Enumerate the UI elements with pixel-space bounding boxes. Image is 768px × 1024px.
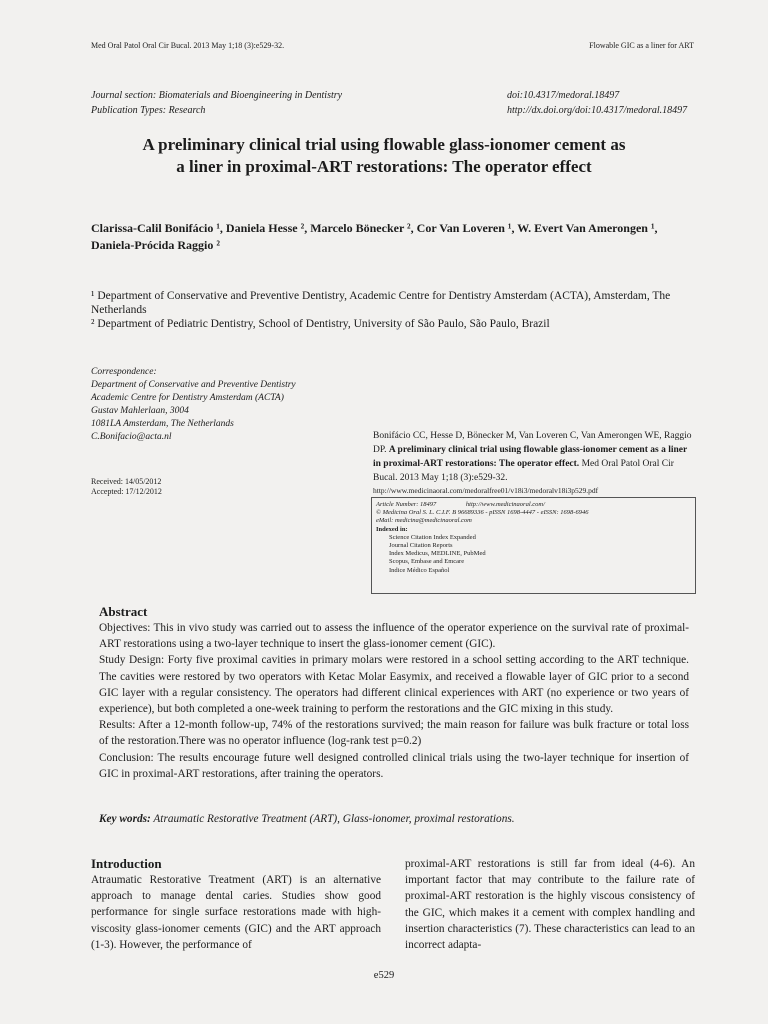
correspondence-line: Department of Conservative and Preventive Dentistry [91, 379, 296, 390]
citation-journal: Med Oral Patol Oral Cir Bucal. 2013 May 1;18 (3):e529-32. [373, 459, 674, 483]
title-line-1: A preliminary clinical trial using flowable glass-ionomer cement as [142, 135, 626, 154]
paper-title [60, 134, 708, 178]
affiliation-1: ¹ Department of Conservative and Preventive Dentistry, Academic Centre for Dentistry Amsterdam (ACTA), Amsterdam, The Netherlands [91, 290, 671, 316]
correspondence [91, 366, 296, 443]
title-line-2: a liner in proximal-ART restorations: The operator effect [176, 157, 592, 176]
author-list [91, 220, 706, 254]
authors-line-2: Daniela-Prócida Raggio ² [91, 238, 220, 252]
indexed-item: Indice Médico Español [389, 566, 450, 574]
indexed-item: Scopus, Embase and Emcare [389, 558, 465, 566]
abstract-results: Results: After a 12-month follow-up, 74% of the restorations survived; the main reason for failure was bulk fracture or total loss of the restoration.There was no operator influence (log-rank test p=0.2) [99, 719, 689, 748]
correspondence-line: Academic Centre for Dentistry Amsterdam (ACTA) [91, 392, 284, 403]
doi: doi:10.4317/medoral.18497 [507, 90, 620, 101]
article-number: Article Number: 18497 [376, 501, 437, 508]
running-header-right: Flowable GIC as a liner for ART [589, 41, 694, 50]
doi-url[interactable]: http://dx.doi.org/doi:10.4317/medoral.18497 [507, 105, 688, 116]
article-number-row [376, 501, 695, 509]
journal-site-link[interactable]: http://www.medicinaoral.com/ [465, 501, 545, 508]
correspondence-label: Correspondence: [91, 367, 157, 377]
indexed-label: Indexed in: [376, 525, 408, 533]
abstract-body [99, 620, 689, 782]
abstract-conclusion: Conclusion: The results encourage future well designed controlled clinical trials using the two-layer technique for insertion of GIC in proximal-ART restorations, after training the operators. [99, 751, 689, 780]
introduction-column-2: proximal-ART restorations is still far from ideal (4-6). An important factor that may contribute to the failure rate of proximal-ART restoration is the highly viscous consistency of the GIC, which makes it a cement with complex handling and insertion characteristics (7). These characteristics can lead to an incorrect adapta- [405, 858, 695, 952]
doi-block [507, 88, 687, 118]
keywords-label: Key words: [99, 813, 151, 825]
indexed-item: Journal Citation Reports [389, 542, 453, 550]
indexed-list [376, 534, 695, 575]
keywords [99, 813, 515, 825]
affiliation-2: ² Department of Pediatric Dentistry, School of Dentistry, University of São Paulo, São Paulo, Brazil [91, 318, 550, 330]
page-number: e529 [373, 970, 395, 981]
received-date: Received: 14/05/2012 [91, 477, 162, 486]
citation-authors: Bonifácio CC, Hesse D, Bönecker M, Van Loveren C, Van Amerongen WE, Raggio DP. [373, 431, 692, 455]
copyright: © Medicina Oral S. L. C.I.F. B 96689336 - pISSN 1698-4447 - eISSN: 1698-6946 [376, 509, 589, 517]
indexed-item: Science Citation Index Expanded [389, 533, 476, 541]
citation [373, 429, 693, 497]
correspondence-line: 1081LA Amsterdam, The Netherlands [91, 418, 234, 429]
abstract-heading: Abstract [99, 604, 148, 619]
keywords-text: Atraumatic Restorative Treatment (ART), Glass-ionomer, proximal restorations. [153, 813, 515, 825]
correspondence-email[interactable]: C.Bonifacio@acta.nl [91, 431, 172, 442]
abstract-objectives: Objectives: This in vivo study was carried out to assess the influence of the operator experience on the survival rate of proximal-ART restorations using a two-layer technique to insert the glass-ionomer cement (GIC). [99, 622, 689, 651]
journal-section: Journal section: Biomaterials and Bioengineering in Dentistry [91, 90, 343, 101]
journal-email[interactable]: eMail: medicina@medicinaoral.com [376, 517, 472, 525]
dates [91, 477, 162, 496]
abstract-study-design: Study Design: Forty five proximal cavities in primary molars were restored in a school setting according to the ART technique. The cavities were restored by two operators with Ketac Molar Easymix, and received a flowable layer of GIC prior to a second GIC layer with a regular consistency. The operators had different clinical experiences with ART (no experience or two years of experience), but both completed a one-week training to perform the restorations and the GIC mixing in this study. [99, 654, 689, 716]
journal-metadata [91, 88, 342, 118]
introduction-column-1: Atraumatic Restorative Treatment (ART) is an alternative approach to manage dental caries. Studies show good performance for single surface restorations made with high-viscosity glass-ionomer cements (GIC) and the ART approach (1-3). However, the performance of [91, 874, 381, 951]
journal-info-box [371, 497, 696, 594]
introduction-heading: Introduction [91, 856, 162, 871]
citation-title: A preliminary clinical trial using flowable glass-ionomer cement as a liner in proximal-ART restorations: The operator effect. [373, 445, 688, 469]
accepted-date: Accepted: 17/12/2012 [91, 486, 162, 496]
publication-type: Publication Types: Research [91, 105, 206, 116]
authors-line-1: Clarissa-Calil Bonifácio ¹, Daniela Hesse ², Marcelo Bönecker ², Cor Van Loveren ¹, W. Evert Van Amerongen ¹, [91, 221, 658, 235]
citation-url[interactable]: http://www.medicinaoral.com/medoralfree01/v18i3/medoralv18i3p529.pdf [373, 486, 599, 495]
running-header-left: Med Oral Patol Oral Cir Bucal. 2013 May 1;18 (3):e529-32. [91, 41, 285, 50]
indexed-item: Index Medicus, MEDLINE, PubMed [389, 550, 486, 558]
correspondence-line: Gustav Mahlerlaan, 3004 [91, 405, 189, 416]
